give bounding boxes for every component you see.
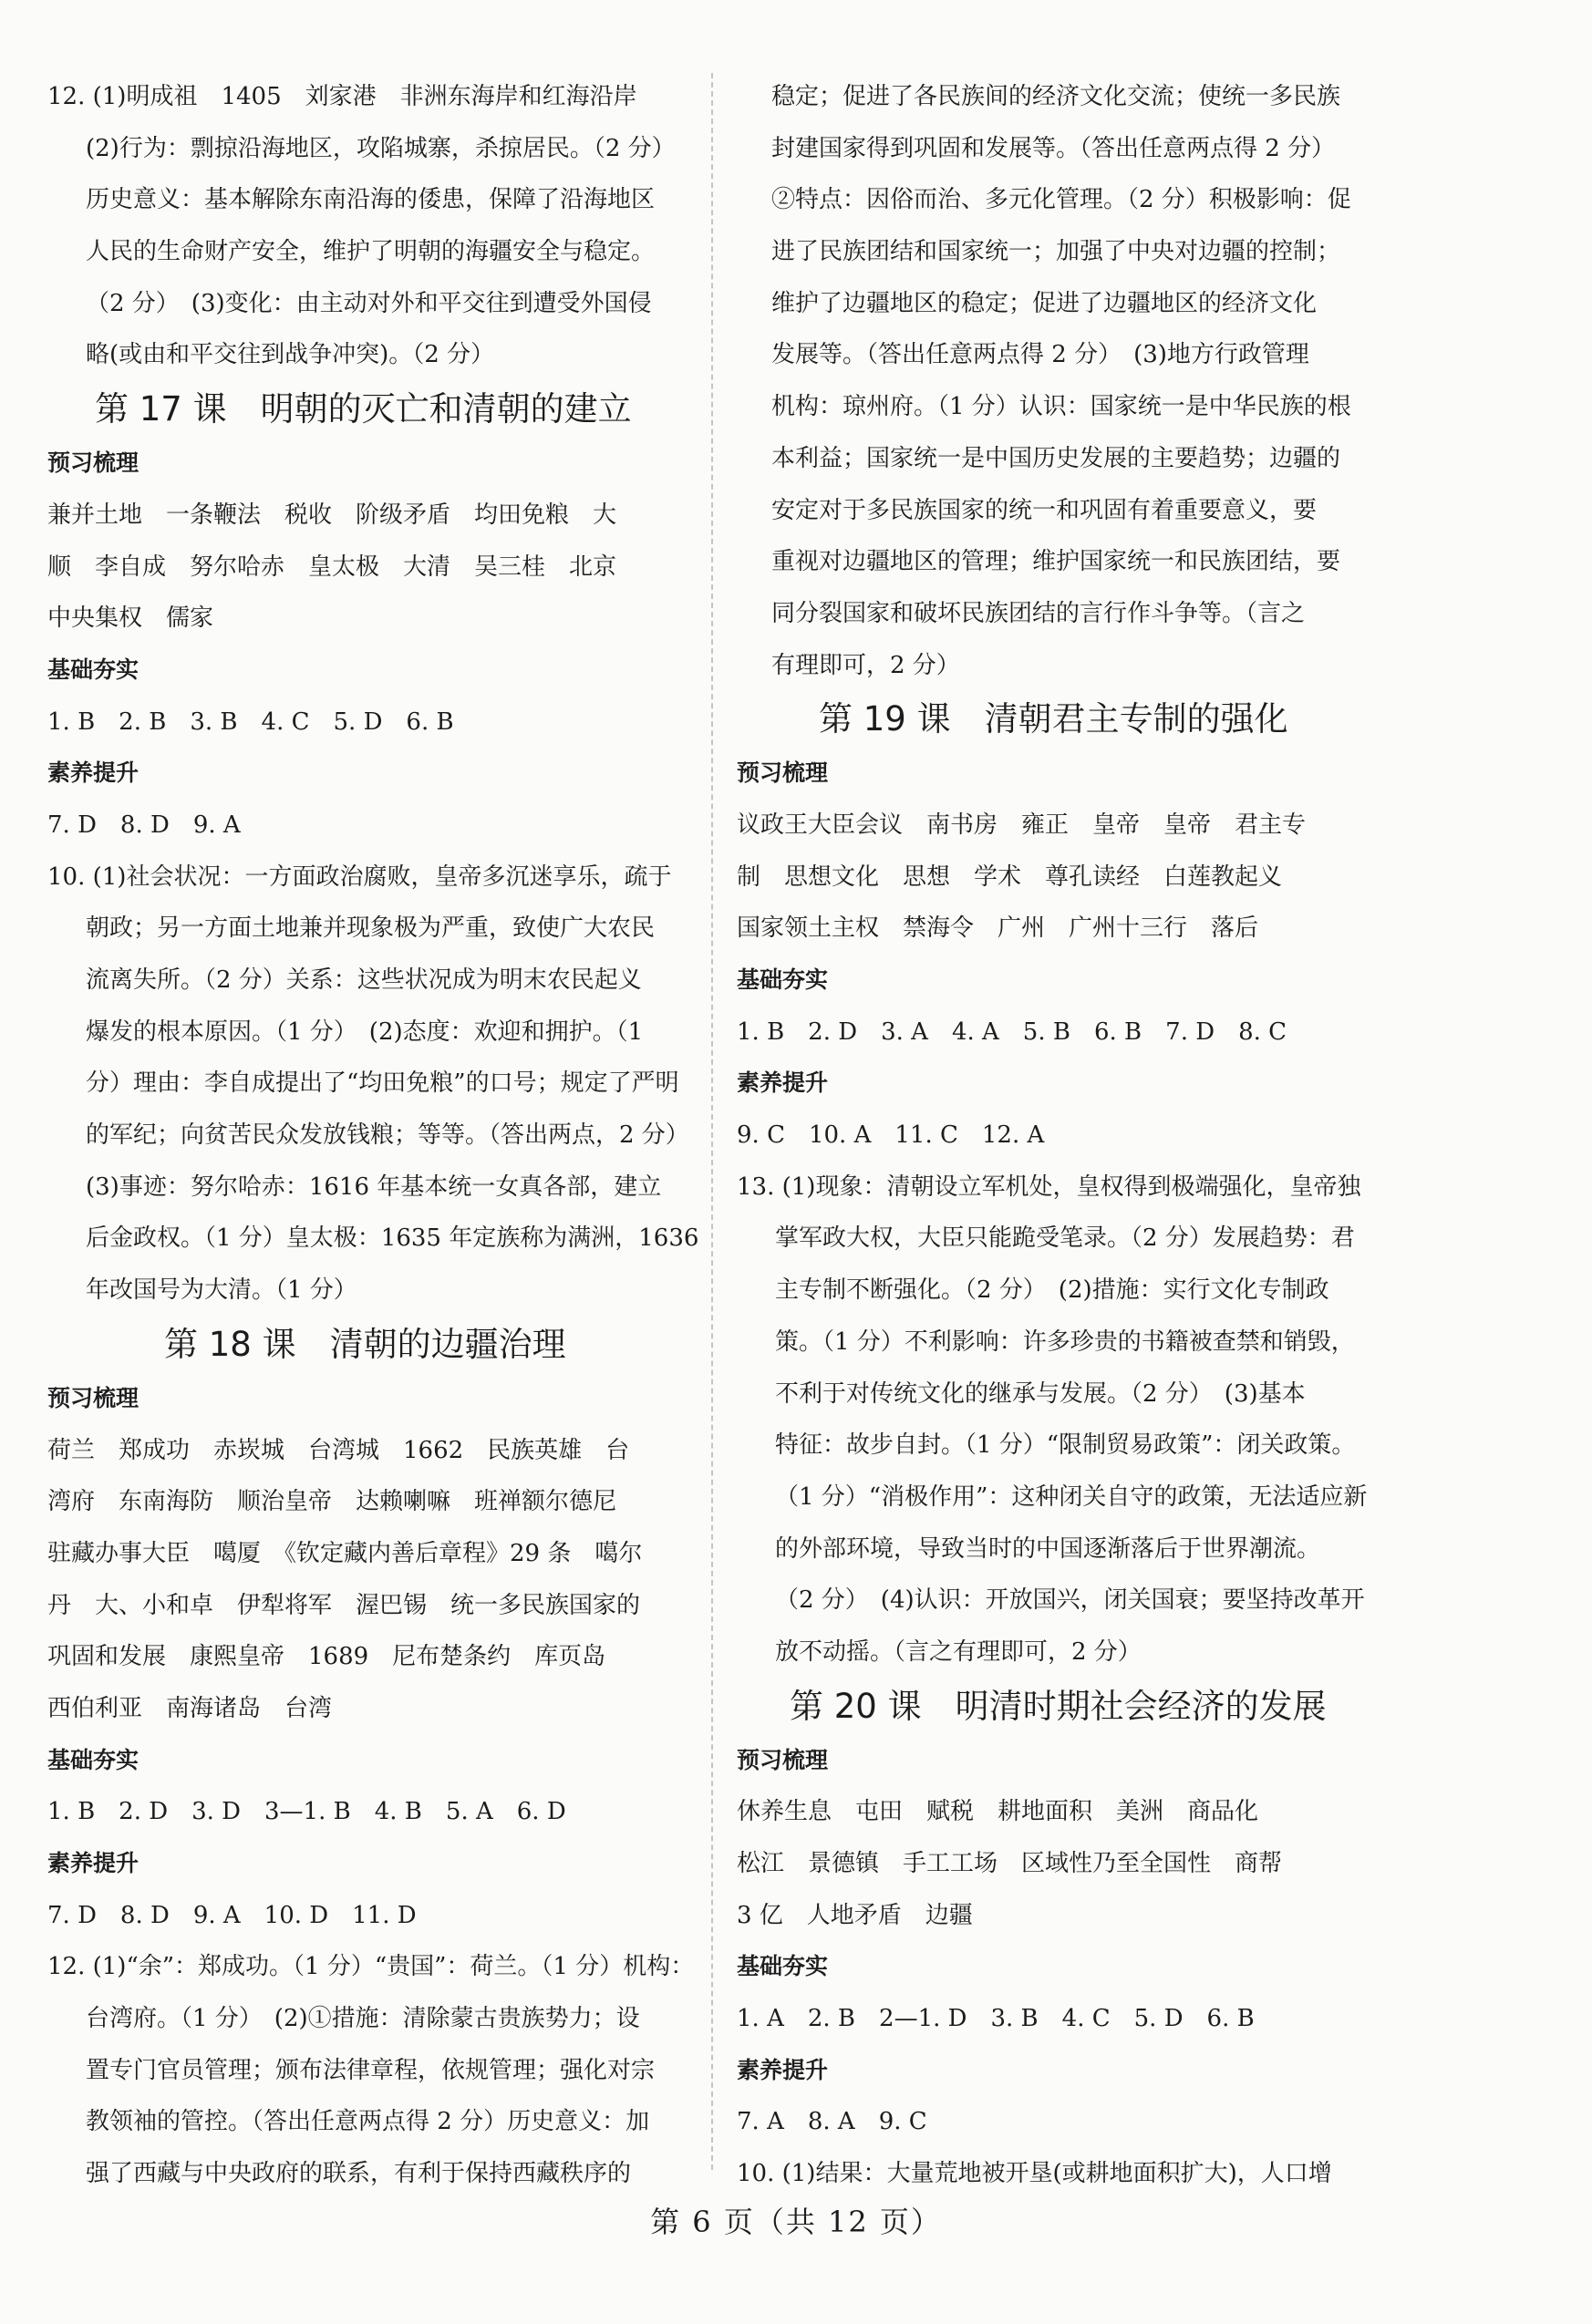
lesson-18-title: 第 18 课 清朝的边疆治理 <box>164 1324 566 1364</box>
q12-line: (2)行为：剽掠沿海地区，攻陷城寨，杀掠居民。（2 分） <box>86 134 676 162</box>
lesson-17-title: 第 17 课 明朝的灭亡和清朝的建立 <box>95 389 632 429</box>
continued-line: 机构：琼州府。（1 分）认识：国家统一是中华民族的根 <box>771 393 1351 421</box>
section-label: 基础夯实 <box>737 966 829 993</box>
preview-line: 顺 李自成 努尔哈赤 皇太极 大清 吴三桂 北京 <box>47 553 617 581</box>
section-label: 素养提升 <box>737 2056 829 2083</box>
preview-line: 国家领土主权 禁海令 广州 广州十三行 落后 <box>737 914 1259 943</box>
q12-line: 12. (1)“余”：郑成功。（1 分）“贵国”：荷兰。（1 分）机构： <box>47 1953 695 1981</box>
preview-line: 休养生息 屯田 赋税 耕地面积 美洲 商品化 <box>737 1798 1259 1826</box>
continued-line: 重视对边疆地区的管理；维护国家统一和民族团结，要 <box>771 548 1341 576</box>
preview-line: 议政王大臣会议 南书房 雍正 皇帝 皇帝 君主专 <box>737 811 1307 839</box>
q13-line: 13. (1)现象：清朝设立军机处，皇权得到极端强化，皇帝独 <box>737 1172 1361 1201</box>
section-label: 预习梳理 <box>737 1746 829 1773</box>
q13-line: 策。（1 分）不利影响：许多珍贵的书籍被查禁和销毁， <box>775 1327 1355 1356</box>
preview-line: 湾府 东南海防 顺治皇帝 达赖喇嘛 班禅额尔德尼 <box>47 1488 617 1516</box>
q10-line: 10. (1)社会状况：一方面政治腐败，皇帝多沉迷享乐，疏于 <box>47 862 672 891</box>
continued-line: 安定对于多民族国家的统一和巩固有着重要意义，要 <box>771 496 1318 524</box>
answer-row: 1. B 2. D 3. A 4. A 5. B 6. B 7. D 8. C <box>737 1017 1287 1046</box>
continued-line: 维护了边疆地区的稳定；促进了边疆地区的经济文化 <box>771 289 1318 317</box>
section-label: 预习梳理 <box>47 1384 140 1411</box>
section-label: 预习梳理 <box>737 759 829 787</box>
section-label: 素养提升 <box>47 1850 140 1876</box>
section-label: 基础夯实 <box>47 1746 140 1773</box>
q12-line: 历史意义：基本解除东南沿海的倭患，保障了沿海地区 <box>86 186 656 214</box>
answer-row: 7. D 8. D 9. A <box>47 811 241 839</box>
lesson-20-title: 第 20 课 明清时期社会经济的发展 <box>790 1686 1327 1726</box>
preview-line: 丹 大、小和卓 伊犁将军 渥巴锡 统一多民族国家的 <box>47 1591 641 1619</box>
q10-line: 爆发的根本原因。（1 分） (2)态度：欢迎和拥护。（1 <box>86 1017 644 1046</box>
preview-line: 兼并土地 一条鞭法 税收 阶级矛盾 均田免粮 大 <box>47 501 617 529</box>
q13-line: 特征：故步自封。（1 分）“限制贸易政策”：闭关政策。 <box>775 1431 1356 1460</box>
answer-row: 1. A 2. B 2—1. D 3. B 4. C 5. D 6. B <box>737 2005 1255 2033</box>
lesson-19-title: 第 19 课 清朝君主专制的强化 <box>819 699 1288 739</box>
q12-line: 教领袖的管控。（答出任意两点得 2 分）历史意义：加 <box>86 2108 650 2136</box>
answer-row: 1. B 2. D 3. D 3—1. B 4. B 5. A 6. D <box>47 1798 566 1826</box>
q10-line: 流离失所。（2 分）关系：这些状况成为明末农民起义 <box>86 966 642 994</box>
q10-line: 后金政权。（1 分）皇太极：1635 年定族称为满洲，1636 <box>86 1224 699 1253</box>
preview-line: 中央集权 儒家 <box>47 604 214 633</box>
answer-row: 7. A 8. A 9. C <box>737 2108 927 2136</box>
preview-line: 荷兰 郑成功 赤崁城 台湾城 1662 民族英雄 台 <box>47 1436 630 1464</box>
q13-line: 主专制不断强化。（2 分） (2)措施：实行文化专制政 <box>775 1276 1329 1305</box>
q12-line: 台湾府。（1 分） (2)①措施：清除蒙古贵族势力；设 <box>86 2005 640 2033</box>
answer-row: 9. C 10. A 11. C 12. A <box>737 1121 1045 1150</box>
answer-row: 7. D 8. D 9. A 10. D 11. D <box>47 1901 417 1929</box>
section-label: 素养提升 <box>737 1069 829 1097</box>
column-divider <box>711 73 713 2170</box>
answer-row: 1. B 2. B 3. B 4. C 5. D 6. B <box>47 708 454 736</box>
continued-line: 本利益；国家统一是中国历史发展的主要趋势；边疆的 <box>771 444 1341 472</box>
q13-line: （1 分）“消极作用”：这种闭关自守的政策，无法适应新 <box>775 1482 1368 1511</box>
continued-line: 发展等。（答出任意两点得 2 分） (3)地方行政管理 <box>771 341 1309 369</box>
q12-line: 置专门官员管理；颁布法律章程，依规管理；强化对宗 <box>86 2056 656 2084</box>
q12-line: 略(或由和平交往到战争冲突)。（2 分） <box>86 341 495 369</box>
q13-line: （2 分） (4)认识：开放国兴，闭关国衰；要坚持改革开 <box>775 1586 1365 1615</box>
section-label: 预习梳理 <box>47 449 140 477</box>
q12-line: 人民的生命财产安全，维护了明朝的海疆安全与稳定。 <box>86 238 656 266</box>
q12-line: （2 分） (3)变化：由主动对外和平交往到遭受外国侵 <box>86 289 652 317</box>
preview-line: 西伯利亚 南海诸岛 台湾 <box>47 1694 333 1722</box>
preview-line: 巩固和发展 康熙皇帝 1689 尼布楚条约 库页岛 <box>47 1643 606 1671</box>
q13-line: 不利于对传统文化的继承与发展。（2 分） (3)基本 <box>775 1379 1306 1408</box>
left-column <box>47 71 699 2200</box>
q10-line: 年改国号为大清。（1 分） <box>86 1276 357 1305</box>
q13-line: 掌军政大权，大臣只能跪受笔录。（2 分）发展趋势：君 <box>775 1224 1355 1253</box>
preview-line: 驻藏办事大臣 噶厦 《钦定藏内善后章程》29 条 噶尔 <box>47 1539 643 1567</box>
continued-line: ②特点：因俗而治、多元化管理。（2 分）积极影响：促 <box>771 186 1351 214</box>
continued-line: 进了民族团结和国家统一；加强了中央对边疆的控制； <box>771 238 1341 266</box>
q10-line: 朝政；另一方面土地兼并现象极为严重，致使广大农民 <box>86 914 656 943</box>
q10-line: 分）理由：李自成提出了“均田免粮”的口号；规定了严明 <box>86 1069 679 1098</box>
continued-line: 稳定；促进了各民族间的经济文化交流；使统一多民族 <box>771 83 1341 110</box>
preview-line: 3 亿 人地矛盾 边疆 <box>737 1901 973 1929</box>
q10-line: 的军纪；向贫苦民众发放钱粮；等等。（答出两点，2 分） <box>86 1121 689 1150</box>
continued-line: 封建国家得到巩固和发展等。（答出任意两点得 2 分） <box>771 134 1336 162</box>
q10-line: 10. (1)结果：大量荒地被开垦(或耕地面积扩大)，人口增 <box>737 2160 1332 2188</box>
preview-line: 松江 景德镇 手工工场 区域性乃至全国性 商帮 <box>737 1850 1283 1877</box>
q13-line: 放不动摇。（言之有理即可，2 分） <box>775 1637 1142 1666</box>
continued-line: 有理即可，2 分） <box>771 651 960 679</box>
right-column <box>737 71 1375 2200</box>
section-label: 素养提升 <box>47 759 140 787</box>
q13-line: 的外部环境，导致当时的中国逐渐落后于世界潮流。 <box>775 1534 1321 1563</box>
q10-line: (3)事迹：努尔哈赤：1616 年基本统一女真各部，建立 <box>86 1172 662 1201</box>
section-label: 基础夯实 <box>737 1953 829 1980</box>
preview-line: 制 思想文化 思想 学术 尊孔读经 白莲教起义 <box>737 862 1283 891</box>
q12-line: 强了西藏与中央政府的联系，有利于保持西藏秩序的 <box>86 2160 632 2188</box>
section-label: 基础夯实 <box>47 656 140 683</box>
continued-line: 同分裂国家和破坏民族团结的言行作斗争等。（言之 <box>771 599 1306 627</box>
q12-line: 12. (1)明成祖 1405 刘家港 非洲东海岸和红海沿岸 <box>47 83 637 110</box>
page-number-footer: 第 6 页（共 12 页） <box>650 2205 942 2239</box>
